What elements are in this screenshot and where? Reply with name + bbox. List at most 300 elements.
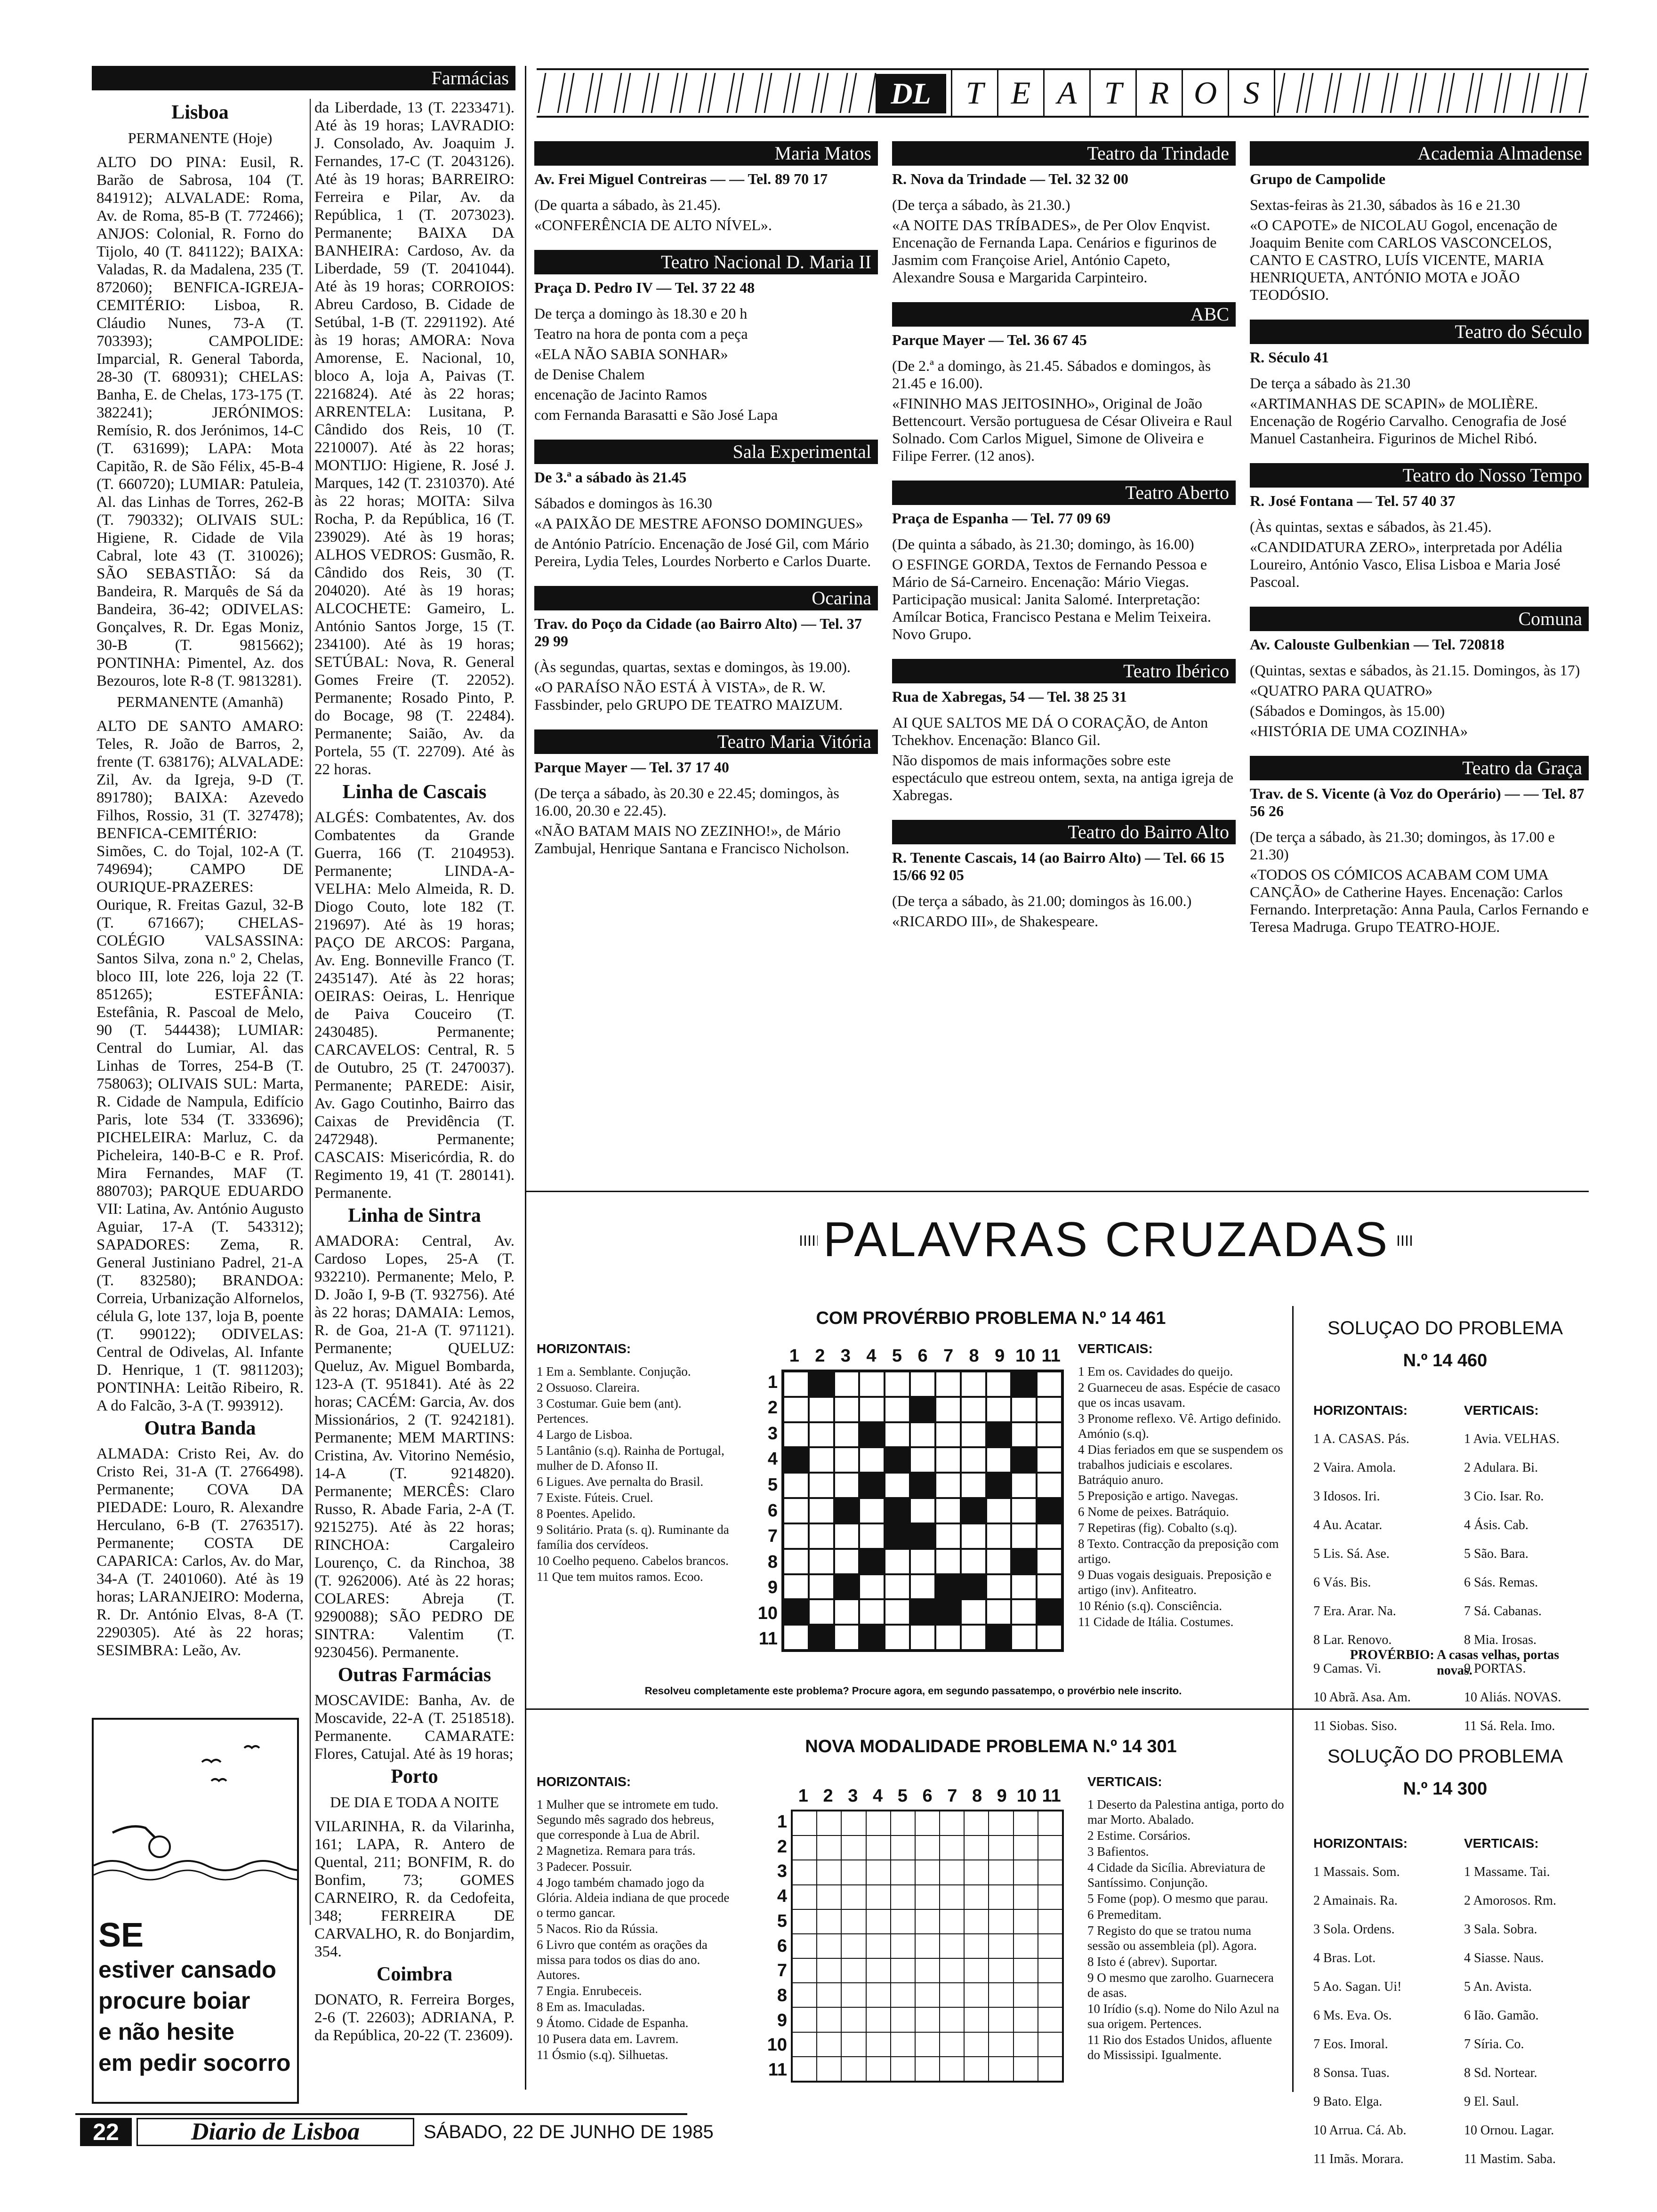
theatre-name-bar: Sala Experimental bbox=[534, 440, 878, 464]
grid-cell[interactable] bbox=[935, 1549, 961, 1574]
grid-cell[interactable] bbox=[915, 2057, 940, 2081]
grid-cell[interactable] bbox=[1037, 1549, 1062, 1574]
grid-cell[interactable] bbox=[859, 1523, 885, 1549]
grid-cell[interactable] bbox=[809, 1473, 834, 1498]
grid-cell[interactable] bbox=[885, 1371, 910, 1397]
grid-cell[interactable] bbox=[885, 1599, 910, 1625]
grid-cell[interactable] bbox=[834, 1371, 860, 1397]
grid-cell[interactable] bbox=[885, 1549, 910, 1574]
theatre-details: De terça a domingo às 18.30 e 20 h bbox=[534, 305, 748, 322]
grid-cell[interactable] bbox=[783, 1523, 809, 1549]
grid-cell[interactable] bbox=[935, 1625, 961, 1650]
grid-cell[interactable] bbox=[834, 1397, 860, 1422]
grid-cell[interactable] bbox=[866, 1958, 891, 1983]
grid-cell[interactable] bbox=[935, 1574, 961, 1600]
grid-cell[interactable] bbox=[891, 2032, 915, 2057]
problem-2-column-numbers bbox=[791, 1786, 1064, 1806]
grid-cell[interactable] bbox=[866, 2032, 891, 2057]
grid-cell[interactable] bbox=[986, 1625, 1012, 1650]
grid-cell[interactable] bbox=[1011, 1523, 1037, 1549]
grid-cell[interactable] bbox=[792, 1983, 817, 2007]
grid-cell[interactable] bbox=[885, 1574, 910, 1600]
grid-cell[interactable] bbox=[986, 1371, 1012, 1397]
grid-cell[interactable] bbox=[915, 1934, 940, 1958]
theatre-address: Trav. do Poço da Cidade (ao Bairro Alto) — Tel. 37 29 99 bbox=[534, 615, 862, 649]
grid-cell[interactable] bbox=[915, 1885, 940, 1909]
grid-cell[interactable] bbox=[817, 1885, 841, 1909]
grid-cell[interactable] bbox=[915, 1835, 940, 1860]
teatros-title-letter: E bbox=[997, 70, 1045, 116]
grid-cell[interactable] bbox=[866, 1885, 891, 1909]
grid-cell[interactable] bbox=[1037, 1422, 1062, 1448]
grid-cell[interactable] bbox=[809, 1625, 834, 1650]
grid-cell[interactable] bbox=[964, 1811, 989, 1835]
teatros-title-letter: O bbox=[1182, 70, 1229, 116]
grid-cell[interactable] bbox=[961, 1574, 986, 1600]
grid-cell[interactable] bbox=[940, 1909, 964, 1934]
grid-cell[interactable] bbox=[961, 1422, 986, 1448]
grid-cell[interactable] bbox=[989, 2057, 1013, 2081]
grid-cell[interactable] bbox=[961, 1625, 986, 1650]
grid-cell[interactable] bbox=[891, 1860, 915, 1884]
pharmacy-list: ALTO DE SANTO AMARO: Teles, R. João de Barros, 2, frente (T. 638176); ALVALADE: Zil, Av. da Igreja, 9-D (T. 891780); BAIXA: Azevedo Filhos, Rossio, 31 (T. 327478); BENFICA-CEMITÉRIO: Simões, C. do Tojal, 102-A (T. 749694); CAMPO DE OURIQUE-PRAZERES: Ourique, R. Freitas Gazul, 32-B (T. 671667); CHELAS-COLÉGIO VALSASSINA: Santos Silva, zona n.º 2, Chelas, bloco III, lote 226, loja 22 (T. 851265); ESTEFÂNIA: Estefânia, R. Pascoal de Melo, 90 (T. 544438); LUMIAR: Central do Lumiar, Al. das Linhas de Torres, 254-B (T. 758063); OLIVAIS SUL: Marta, R. Cidade de Nampula, Edifício Paris, lote 534 (T. 333696); PICHELEIRA: Marluz, C. da Picheleira, 140-B-C e R. Prof. Mira Fernandes, MAF (T. 880703); PARQUE EDUARDO VII: Latina, Av. António Augusto Aguiar, 17-A (T. 543312); SAPADORES: Zema, R. General Justiniano Padrel, 21-A (T. 832580); BRANDOA: Correia, Urbanização Alfornelos, célula G, lote 137, loja B, poente (T. 990122); ODIVELAS: Central de Odivelas, Al. Infante D. Henrique, 1 (T. 9811203); PONTINHA: Leitão Ribeiro, R. A do Falcão, 3-A (T. 993912). bbox=[97, 718, 304, 1414]
grid-cell[interactable] bbox=[1038, 1958, 1062, 1983]
grid-cell[interactable] bbox=[940, 1885, 964, 1909]
grid-cell[interactable] bbox=[1038, 1983, 1062, 2007]
grid-cell[interactable] bbox=[817, 1860, 841, 1884]
grid-cell[interactable] bbox=[989, 1860, 1013, 1884]
grid-cell[interactable] bbox=[1014, 1909, 1038, 1934]
grid-cell[interactable] bbox=[940, 1811, 964, 1835]
grid-cell[interactable] bbox=[915, 2007, 940, 2032]
grid-cell[interactable] bbox=[910, 1625, 935, 1650]
clue-item: 4 Bras. Lot. bbox=[1313, 1951, 1376, 1965]
grid-cell[interactable] bbox=[783, 1422, 809, 1448]
grid-cell[interactable] bbox=[910, 1447, 935, 1473]
grid-cell[interactable] bbox=[986, 1422, 1012, 1448]
grid-cell[interactable] bbox=[885, 1422, 910, 1448]
grid-cell[interactable] bbox=[1037, 1397, 1062, 1422]
grid-cell[interactable] bbox=[1011, 1549, 1037, 1574]
grid-cell[interactable] bbox=[891, 1835, 915, 1860]
grid-cell[interactable] bbox=[1014, 2007, 1038, 2032]
grid-cell[interactable] bbox=[1014, 1885, 1038, 1909]
grid-cell[interactable] bbox=[841, 2057, 866, 2081]
grid-cell[interactable] bbox=[986, 1447, 1012, 1473]
grid-cell[interactable] bbox=[935, 1498, 961, 1523]
grid-cell[interactable] bbox=[792, 1958, 817, 1983]
grid-cell[interactable] bbox=[986, 1473, 1012, 1498]
grid-cell[interactable] bbox=[989, 1885, 1013, 1909]
grid-cell[interactable] bbox=[1037, 1523, 1062, 1549]
grid-cell[interactable] bbox=[986, 1397, 1012, 1422]
grid-cell[interactable] bbox=[910, 1498, 935, 1523]
grid-cell[interactable] bbox=[792, 1835, 817, 1860]
grid-cell[interactable] bbox=[986, 1549, 1012, 1574]
grid-cell[interactable] bbox=[817, 1934, 841, 1958]
grid-cell[interactable] bbox=[809, 1371, 834, 1397]
grid-cell[interactable] bbox=[1011, 1397, 1037, 1422]
grid-cell[interactable] bbox=[961, 1447, 986, 1473]
grid-cell[interactable] bbox=[792, 2007, 817, 2032]
problem-1-grid bbox=[781, 1370, 1064, 1652]
grid-cell[interactable] bbox=[935, 1397, 961, 1422]
grid-cell[interactable] bbox=[859, 1549, 885, 1574]
grid-cell[interactable] bbox=[885, 1498, 910, 1523]
theatre-address: Praça D. Pedro IV — Tel. 37 22 48 bbox=[534, 279, 755, 296]
grid-cell[interactable] bbox=[1014, 1983, 1038, 2007]
grid-cell[interactable] bbox=[841, 1958, 866, 1983]
grid-cell[interactable] bbox=[935, 1599, 961, 1625]
theatre-details: (De terça a sábado, às 20.30 e 22.45; domingos, às 16.00, 20.30 e 22.45). bbox=[534, 785, 839, 819]
clue-item: 3 Padecer. Possuir. bbox=[537, 1859, 632, 1874]
grid-cell[interactable] bbox=[940, 1958, 964, 1983]
grid-cell[interactable] bbox=[841, 2007, 866, 2032]
grid-cell[interactable] bbox=[809, 1574, 834, 1600]
grid-cell[interactable] bbox=[1011, 1422, 1037, 1448]
clue-item: 8 Mia. Irosas. bbox=[1464, 1633, 1536, 1647]
grid-cell[interactable] bbox=[783, 1447, 809, 1473]
grid-cell[interactable] bbox=[935, 1473, 961, 1498]
grid-cell[interactable] bbox=[935, 1447, 961, 1473]
grid-cell[interactable] bbox=[964, 1909, 989, 1934]
grid-cell[interactable] bbox=[989, 1835, 1013, 1860]
grid-cell[interactable] bbox=[915, 1909, 940, 1934]
grid-cell[interactable] bbox=[1014, 1835, 1038, 1860]
grid-cell[interactable] bbox=[841, 1934, 866, 1958]
grid-cell[interactable] bbox=[809, 1397, 834, 1422]
grid-cell[interactable] bbox=[817, 1909, 841, 1934]
grid-cell[interactable] bbox=[961, 1371, 986, 1397]
grid-cell[interactable] bbox=[859, 1574, 885, 1600]
grid-cell[interactable] bbox=[1038, 2007, 1062, 2032]
grid-cell[interactable] bbox=[891, 1983, 915, 2007]
grid-column-number: 11 bbox=[1041, 1346, 1061, 1366]
grid-cell[interactable] bbox=[783, 1574, 809, 1600]
grid-cell[interactable] bbox=[834, 1422, 860, 1448]
grid-cell[interactable] bbox=[783, 1371, 809, 1397]
grid-cell[interactable] bbox=[1011, 1447, 1037, 1473]
grid-cell[interactable] bbox=[817, 1835, 841, 1860]
clue-item: 8 Sonsa. Tuas. bbox=[1313, 2066, 1390, 2080]
grid-row-number: 8 bbox=[777, 1986, 787, 2005]
grid-cell[interactable] bbox=[817, 1811, 841, 1835]
grid-cell[interactable] bbox=[792, 2032, 817, 2057]
theatre-details: «ARTIMANHAS DE SCAPIN» de MOLIÈRE. Encenação de Rogério Carvalho. Cenografia de José Manuel Castanheira. Figurinos de Michel Ribó. bbox=[1250, 395, 1567, 447]
grid-cell[interactable] bbox=[964, 2032, 989, 2057]
grid-cell[interactable] bbox=[986, 1574, 1012, 1600]
grid-cell[interactable] bbox=[817, 1958, 841, 1983]
grid-cell[interactable] bbox=[891, 1909, 915, 1934]
grid-cell[interactable] bbox=[961, 1599, 986, 1625]
teatros-column-2 bbox=[892, 141, 1236, 946]
grid-cell[interactable] bbox=[792, 1909, 817, 1934]
grid-cell[interactable] bbox=[961, 1523, 986, 1549]
grid-cell[interactable] bbox=[915, 1860, 940, 1884]
grid-cell[interactable] bbox=[783, 1397, 809, 1422]
grid-cell[interactable] bbox=[961, 1498, 986, 1523]
grid-cell[interactable] bbox=[964, 1958, 989, 1983]
grid-cell[interactable] bbox=[935, 1523, 961, 1549]
grid-cell[interactable] bbox=[961, 1397, 986, 1422]
grid-cell[interactable] bbox=[989, 1958, 1013, 1983]
grid-cell[interactable] bbox=[885, 1397, 910, 1422]
grid-cell[interactable] bbox=[891, 2007, 915, 2032]
grid-cell[interactable] bbox=[885, 1447, 910, 1473]
grid-cell[interactable] bbox=[809, 1447, 834, 1473]
grid-cell[interactable] bbox=[989, 1811, 1013, 1835]
grid-cell[interactable] bbox=[910, 1422, 935, 1448]
grid-cell[interactable] bbox=[859, 1498, 885, 1523]
grid-cell[interactable] bbox=[964, 1885, 989, 1909]
grid-row-number: 3 bbox=[767, 1423, 778, 1443]
clue-item: 9 Bato. Elga. bbox=[1313, 2094, 1383, 2109]
grid-cell[interactable] bbox=[834, 1574, 860, 1600]
grid-cell[interactable] bbox=[964, 1983, 989, 2007]
grid-cell[interactable] bbox=[986, 1498, 1012, 1523]
grid-cell[interactable] bbox=[935, 1422, 961, 1448]
grid-cell[interactable] bbox=[841, 1909, 866, 1934]
grid-cell[interactable] bbox=[1038, 1860, 1062, 1884]
grid-cell[interactable] bbox=[961, 1549, 986, 1574]
grid-cell[interactable] bbox=[986, 1599, 1012, 1625]
clue-item: 11 Cidade de Itália. Costumes. bbox=[1078, 1615, 1234, 1629]
grid-cell[interactable] bbox=[1014, 1958, 1038, 1983]
grid-cell[interactable] bbox=[940, 2032, 964, 2057]
grid-cell[interactable] bbox=[809, 1549, 834, 1574]
grid-cell[interactable] bbox=[866, 1811, 891, 1835]
grid-cell[interactable] bbox=[834, 1447, 860, 1473]
grid-cell[interactable] bbox=[866, 1934, 891, 1958]
grid-cell[interactable] bbox=[1037, 1498, 1062, 1523]
grid-cell[interactable] bbox=[792, 1885, 817, 1909]
grid-cell[interactable] bbox=[1011, 1625, 1037, 1650]
grid-cell[interactable] bbox=[866, 1860, 891, 1884]
grid-cell[interactable] bbox=[940, 1835, 964, 1860]
grid-cell[interactable] bbox=[940, 2007, 964, 2032]
grid-cell[interactable] bbox=[834, 1473, 860, 1498]
grid-cell[interactable] bbox=[859, 1422, 885, 1448]
ad-line-2: estiver cansado bbox=[98, 1956, 276, 1983]
theatre-details: Sábados e domingos às 16.30 bbox=[534, 495, 712, 512]
grid-cell[interactable] bbox=[817, 2057, 841, 2081]
grid-cell[interactable] bbox=[1037, 1599, 1062, 1625]
teatros-title-letter: T bbox=[1089, 70, 1137, 116]
grid-cell[interactable] bbox=[1014, 2032, 1038, 2057]
grid-cell[interactable] bbox=[809, 1599, 834, 1625]
grid-cell[interactable] bbox=[817, 2032, 841, 2057]
grid-cell[interactable] bbox=[866, 1909, 891, 1934]
grid-cell[interactable] bbox=[859, 1371, 885, 1397]
grid-cell[interactable] bbox=[859, 1625, 885, 1650]
grid-cell[interactable] bbox=[841, 1811, 866, 1835]
grid-cell[interactable] bbox=[1037, 1574, 1062, 1600]
grid-cell[interactable] bbox=[834, 1498, 860, 1523]
teatros-title-letter: A bbox=[1043, 70, 1091, 116]
grid-column-number: 1 bbox=[798, 1786, 808, 1806]
clue-item: 10 Rénio (s.q). Consciência. bbox=[1078, 1599, 1222, 1613]
grid-cell[interactable] bbox=[841, 1983, 866, 2007]
grid-cell[interactable] bbox=[866, 1835, 891, 1860]
grid-cell[interactable] bbox=[1011, 1473, 1037, 1498]
grid-cell[interactable] bbox=[783, 1599, 809, 1625]
grid-cell[interactable] bbox=[910, 1549, 935, 1574]
grid-cell[interactable] bbox=[910, 1473, 935, 1498]
grid-cell[interactable] bbox=[964, 1934, 989, 1958]
grid-cell[interactable] bbox=[915, 2032, 940, 2057]
teatros-title-letter: S bbox=[1228, 70, 1275, 116]
clue-item: 1 Em a. Semblante. Conjução. bbox=[537, 1364, 691, 1378]
grid-cell[interactable] bbox=[986, 1523, 1012, 1549]
grid-cell[interactable] bbox=[885, 1625, 910, 1650]
grid-cell[interactable] bbox=[1011, 1371, 1037, 1397]
problem-2-grid bbox=[791, 1810, 1064, 2083]
grid-cell[interactable] bbox=[961, 1473, 986, 1498]
grid-cell[interactable] bbox=[1038, 1909, 1062, 1934]
clue-item: 7 Repetiras (fig). Cobalto (s.q). bbox=[1078, 1521, 1238, 1535]
grid-cell[interactable] bbox=[935, 1371, 961, 1397]
grid-row-number: 5 bbox=[777, 1911, 787, 1931]
grid-cell[interactable] bbox=[940, 2057, 964, 2081]
grid-cell[interactable] bbox=[891, 1934, 915, 1958]
section-heading: Coimbra bbox=[377, 1964, 452, 1985]
grid-cell[interactable] bbox=[910, 1523, 935, 1549]
clue-item: 1 Massame. Tai. bbox=[1464, 1865, 1550, 1879]
grid-cell[interactable] bbox=[866, 2057, 891, 2081]
clue-item: 7 Síria. Co. bbox=[1464, 2037, 1524, 2052]
grid-cell[interactable] bbox=[915, 1811, 940, 1835]
grid-cell[interactable] bbox=[1038, 2057, 1062, 2081]
grid-cell[interactable] bbox=[834, 1625, 860, 1650]
grid-cell[interactable] bbox=[915, 1958, 940, 1983]
theatre-name-bar: Academia Almadense bbox=[1250, 141, 1589, 166]
grid-cell[interactable] bbox=[841, 2032, 866, 2057]
grid-cell[interactable] bbox=[989, 2032, 1013, 2057]
grid-cell[interactable] bbox=[1011, 1574, 1037, 1600]
grid-column-number: 3 bbox=[840, 1346, 851, 1366]
grid-cell[interactable] bbox=[891, 2057, 915, 2081]
grid-cell[interactable] bbox=[964, 1835, 989, 1860]
grid-cell[interactable] bbox=[859, 1473, 885, 1498]
theatre-details: (Às quintas, sextas e sábados, às 21.45). bbox=[1250, 518, 1492, 535]
grid-cell[interactable] bbox=[885, 1523, 910, 1549]
grid-cell[interactable] bbox=[841, 1885, 866, 1909]
grid-cell[interactable] bbox=[1014, 1934, 1038, 1958]
section-subheading: PERMANENTE (Amanhã) bbox=[117, 693, 283, 710]
grid-cell[interactable] bbox=[817, 2007, 841, 2032]
grid-cell[interactable] bbox=[859, 1447, 885, 1473]
grid-cell[interactable] bbox=[783, 1549, 809, 1574]
grid-cell[interactable] bbox=[964, 2057, 989, 2081]
clue-item: 6 Ligues. Ave pernalta do Brasil. bbox=[537, 1475, 704, 1489]
grid-column-number: 9 bbox=[997, 1786, 1007, 1806]
grid-cell[interactable] bbox=[940, 1983, 964, 2007]
grid-cell[interactable] bbox=[809, 1422, 834, 1448]
pharmacy-list: ALGÉS: Combatentes, Av. dos Combatentes da Grande Guerra, 166 (T. 2104953). Permanente; LINDA-A-VELHA: Melo Almeida, R. D. Diogo Couto, lote 182 (T. 219697). Até às 19 horas; PAÇO DE ARCOS: Pargana, Av. Eng. Bonneville Franco (T. 2435147). Até às 22 horas; OEIRAS: Oeiras, L. Henrique de Paiva Couceiro (T. 2430485). Permanente; CARCAVELOS: Central, R. 5 de Outubro, 25 (T. 2470037). Permanente; PAREDE: Aisir, Av. Gago Coutinho, Bairro das Caixas de Previdência (T. 2472948). Permanente; CASCAIS: Misericórdia, R. do Regimento 19, 41 (T. 280141). Permanente. bbox=[314, 809, 515, 1202]
theatre-name-bar: Teatro Aberto bbox=[892, 481, 1236, 505]
grid-cell[interactable] bbox=[910, 1371, 935, 1397]
grid-cell[interactable] bbox=[1037, 1473, 1062, 1498]
teatros-title-letter: R bbox=[1135, 70, 1183, 116]
grid-cell[interactable] bbox=[1038, 1835, 1062, 1860]
grid-cell[interactable] bbox=[1038, 1885, 1062, 1909]
grid-cell[interactable] bbox=[1011, 1498, 1037, 1523]
theatre-name-bar: Maria Matos bbox=[534, 141, 878, 166]
grid-row-number: 7 bbox=[777, 1961, 787, 1981]
grid-cell[interactable] bbox=[792, 2057, 817, 2081]
grid-cell[interactable] bbox=[809, 1523, 834, 1549]
grid-cell[interactable] bbox=[1038, 1811, 1062, 1835]
grid-cell[interactable] bbox=[783, 1473, 809, 1498]
grid-cell[interactable] bbox=[866, 1983, 891, 2007]
clue-item: 7 Sá. Cabanas. bbox=[1464, 1604, 1542, 1619]
grid-cell[interactable] bbox=[1011, 1599, 1037, 1625]
grid-cell[interactable] bbox=[792, 1934, 817, 1958]
grid-cell[interactable] bbox=[841, 1835, 866, 1860]
grid-cell[interactable] bbox=[834, 1523, 860, 1549]
grid-cell[interactable] bbox=[891, 1958, 915, 1983]
grid-cell[interactable] bbox=[1037, 1371, 1062, 1397]
grid-cell[interactable] bbox=[891, 1885, 915, 1909]
grid-row-number: 2 bbox=[767, 1398, 778, 1418]
grid-column-number: 5 bbox=[892, 1346, 902, 1366]
solution-2-title: SOLUÇÃO DO PROBLEMA bbox=[1327, 1746, 1563, 1767]
grid-cell[interactable] bbox=[859, 1397, 885, 1422]
grid-cell[interactable] bbox=[989, 1909, 1013, 1934]
grid-cell[interactable] bbox=[964, 2007, 989, 2032]
grid-cell[interactable] bbox=[910, 1574, 935, 1600]
clue-item: 6 Ms. Eva. Os. bbox=[1313, 2008, 1392, 2023]
grid-cell[interactable] bbox=[809, 1498, 834, 1523]
grid-cell[interactable] bbox=[885, 1473, 910, 1498]
clue-item: 1 Deserto da Palestina antiga, porto do mar Morto. Abalado. bbox=[1087, 1797, 1284, 1827]
grid-cell[interactable] bbox=[1014, 1860, 1038, 1884]
grid-cell[interactable] bbox=[859, 1599, 885, 1625]
theatre-address: R. José Fontana — Tel. 57 40 37 bbox=[1250, 492, 1456, 509]
grid-cell[interactable] bbox=[1014, 1811, 1038, 1835]
clue-item: 11 Rio dos Estados Unidos, afluente do Mississipi. Igualmente. bbox=[1087, 2033, 1272, 2062]
grid-cell[interactable] bbox=[834, 1599, 860, 1625]
grid-cell[interactable] bbox=[1014, 2057, 1038, 2081]
grid-cell[interactable] bbox=[1038, 1934, 1062, 1958]
grid-cell[interactable] bbox=[1038, 2032, 1062, 2057]
grid-cell[interactable] bbox=[940, 1934, 964, 1958]
grid-cell[interactable] bbox=[910, 1599, 935, 1625]
grid-cell[interactable] bbox=[1037, 1625, 1062, 1650]
grid-cell[interactable] bbox=[783, 1498, 809, 1523]
grid-cell[interactable] bbox=[915, 1983, 940, 2007]
grid-cell[interactable] bbox=[792, 1860, 817, 1884]
section-heading: Linha de Cascais bbox=[342, 781, 487, 803]
grid-cell[interactable] bbox=[989, 1934, 1013, 1958]
grid-cell[interactable] bbox=[989, 1983, 1013, 2007]
grid-cell[interactable] bbox=[841, 1860, 866, 1884]
grid-cell[interactable] bbox=[866, 2007, 891, 2032]
grid-cell[interactable] bbox=[964, 1860, 989, 1884]
clue-item: 5 Lantânio (s.q). Rainha de Portugal, mulher de D. Afonso II. bbox=[537, 1443, 724, 1473]
grid-cell[interactable] bbox=[910, 1397, 935, 1422]
grid-cell[interactable] bbox=[891, 1811, 915, 1835]
grid-cell[interactable] bbox=[1037, 1447, 1062, 1473]
grid-cell[interactable] bbox=[940, 1860, 964, 1884]
grid-cell[interactable] bbox=[989, 2007, 1013, 2032]
grid-cell[interactable] bbox=[783, 1625, 809, 1650]
theatre-details: De terça a sábado às 21.30 bbox=[1250, 375, 1411, 392]
grid-cell[interactable] bbox=[817, 1983, 841, 2007]
grid-cell[interactable] bbox=[834, 1549, 860, 1574]
clue-item: 7 Eos. Imoral. bbox=[1313, 2037, 1388, 2052]
grid-cell[interactable] bbox=[792, 1811, 817, 1835]
